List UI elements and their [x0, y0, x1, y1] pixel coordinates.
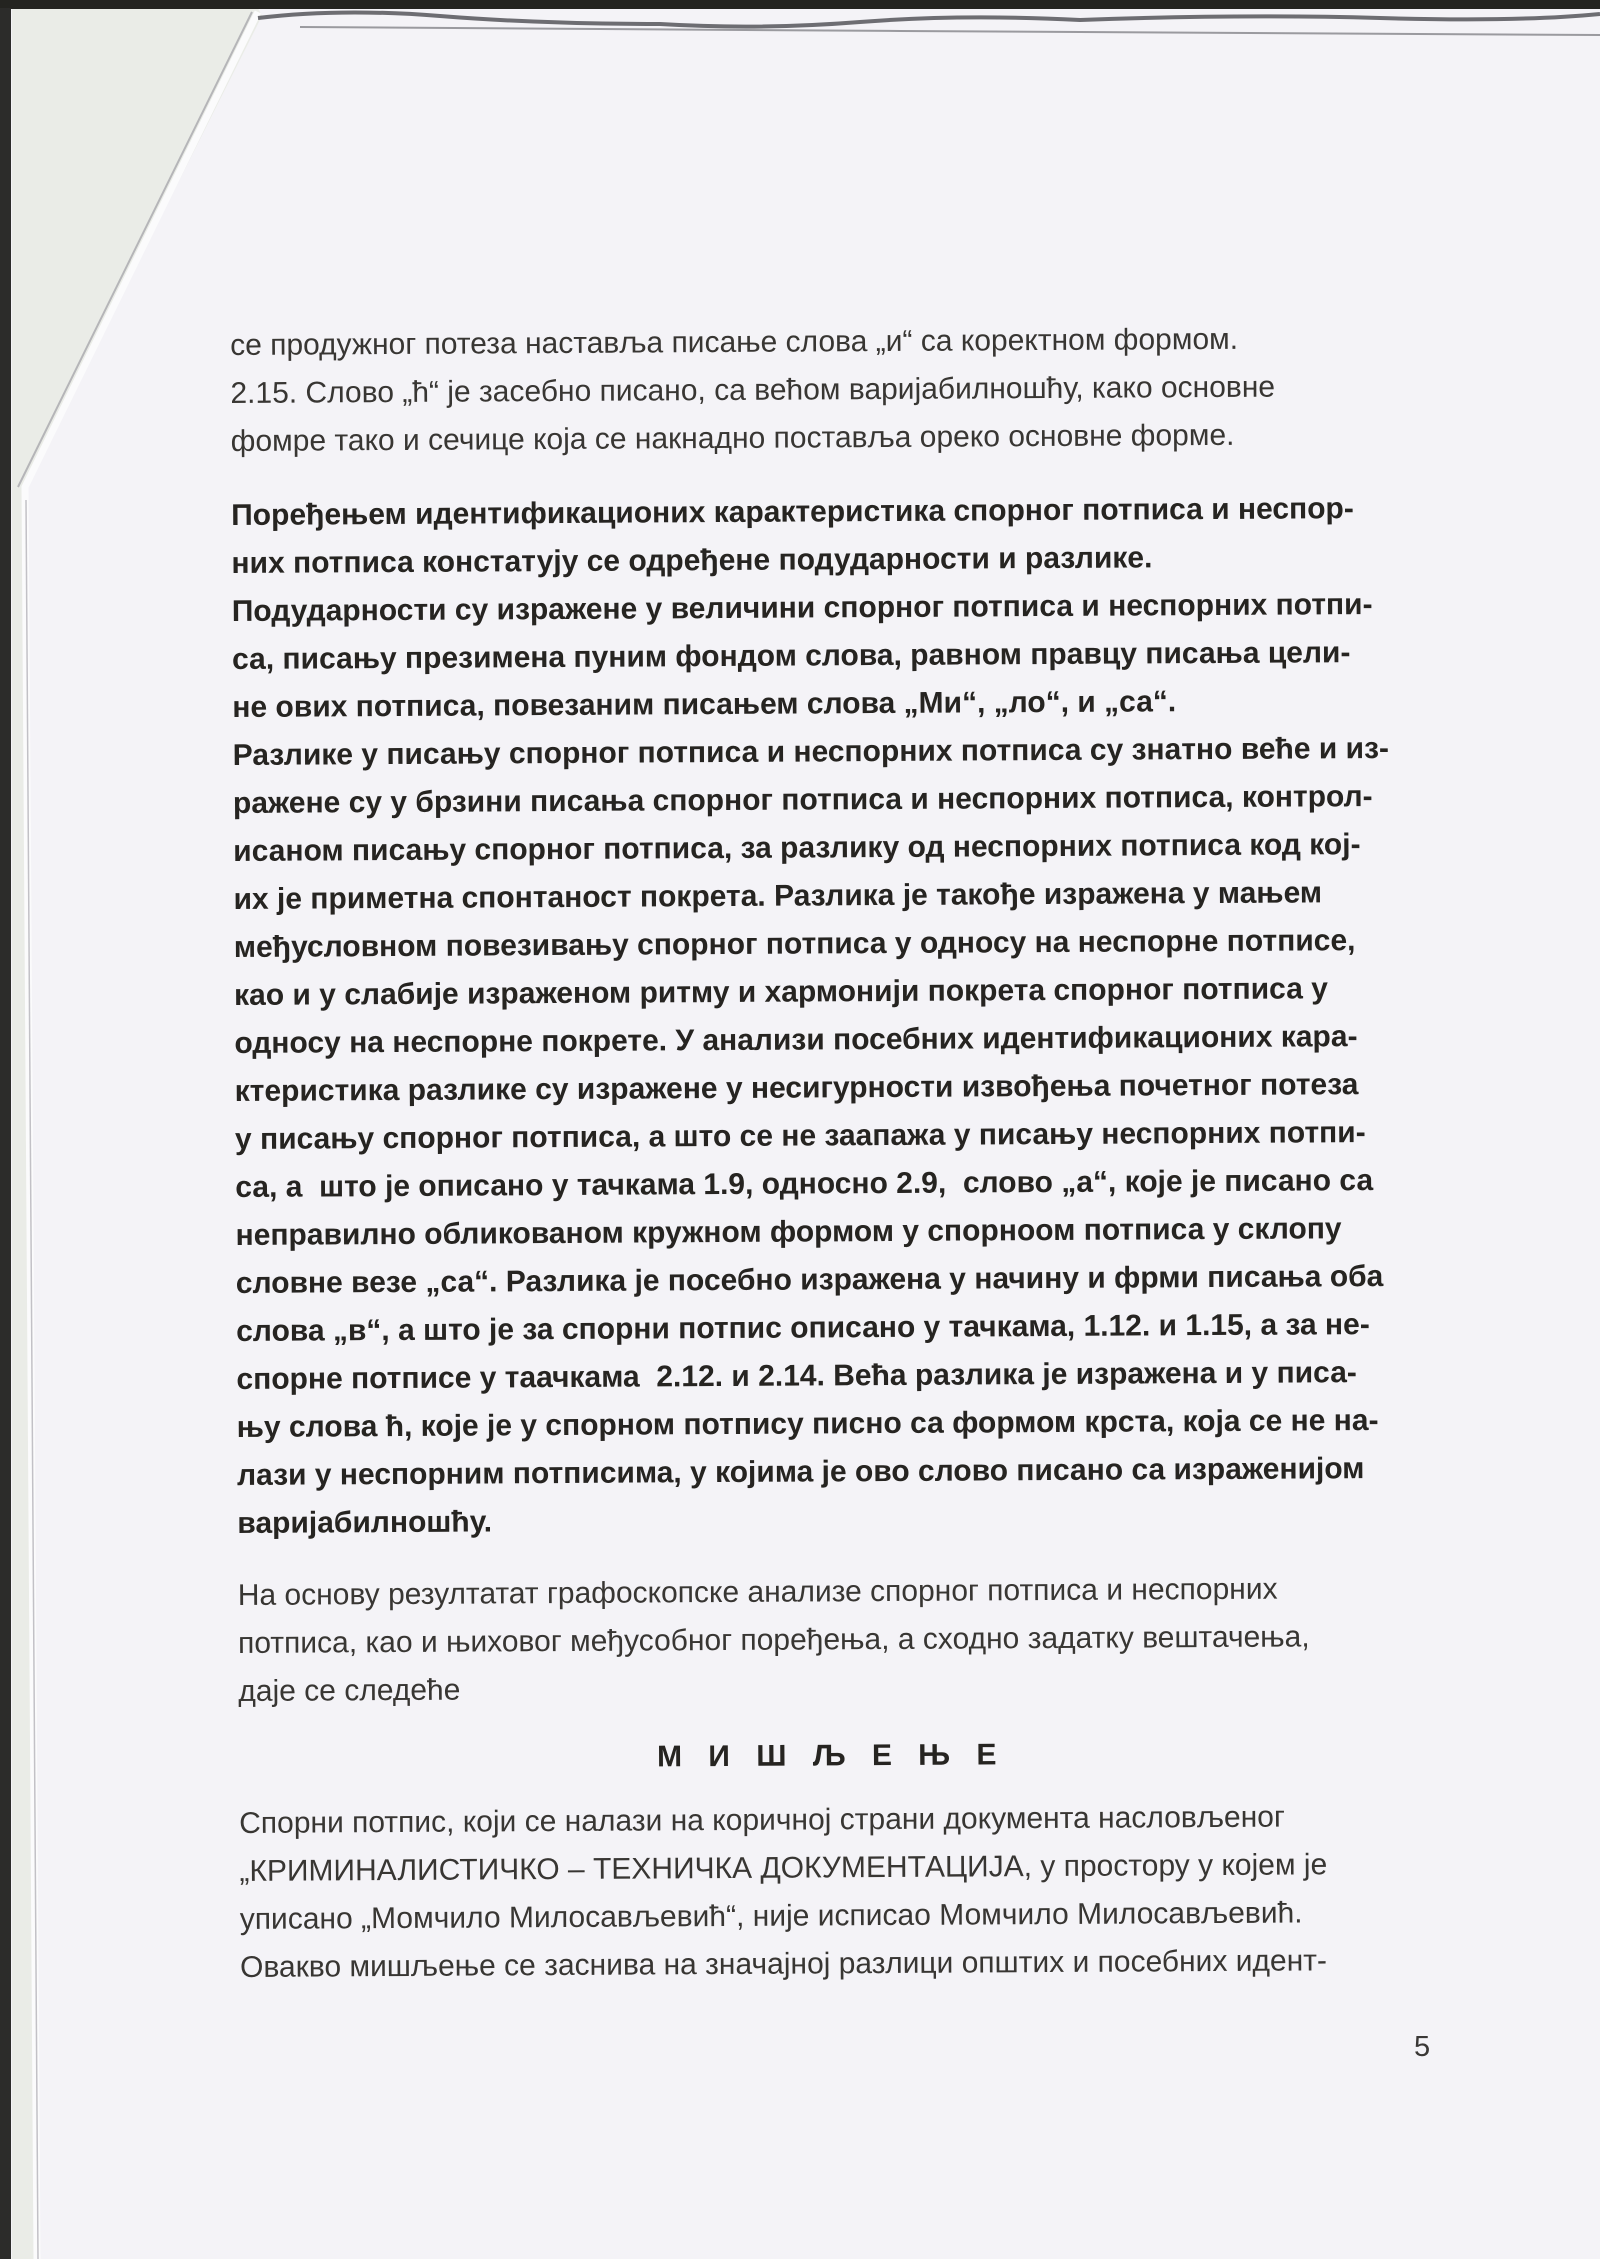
text-line: „КРИМИНАЛИСТИЧКО – ТЕХНИЧКА ДОКУМЕНТАЦИЈА, у простору у којем је — [239, 1848, 1328, 1888]
text-line: се продужног потеза наставља писање слова „и“ са коректном формом. — [230, 322, 1239, 362]
text-line: слова „в“, а што је за спорни потпис описано у тачкама, 1.12. и 1.15, а за не- — [236, 1308, 1370, 1348]
text-line: њу слова ћ, које је у спорном потпису писно са формом крста, која се не на- — [236, 1404, 1379, 1444]
text-line: као и у слабије израженом ритму и хармонији покрета спорног потписа у — [234, 972, 1328, 1012]
text-line: међусловном повезивању спорног потписа у односу на неспорне потписе, — [233, 924, 1356, 964]
text-line: 2.15. Слово „ћ“ је засебно писано, са већом варијабилношћу, како основне — [230, 370, 1276, 410]
paragraph — [238, 1565, 1424, 1716]
document-text — [230, 315, 1425, 1992]
page-number: 5 — [1414, 2031, 1431, 2063]
text-line: их је приметна спонтаност покрета. Разлика је такође изражена у мањем — [233, 876, 1323, 916]
text-line: Подударности су изражене у величини спорног потписа и неспорних потпи- — [231, 588, 1373, 628]
text-line: са, а што је описано у тачкама 1.9, односно 2.9, слово „а“, које је писано са — [235, 1164, 1374, 1204]
text-line: Спорни потпис, који се налази на коричној страни документа насловљеног — [239, 1800, 1285, 1840]
text-line: Овакво мишљење се заснива на значајној разлици општих и посебних идент- — [239, 1944, 1328, 1984]
paragraph — [239, 1793, 1425, 1992]
scanner-edge-left — [0, 8, 11, 2259]
text-line: уписано „Момчило Милосављевић“, није исписао Момчило Милосављевић. — [239, 1896, 1303, 1936]
scanner-edge-top — [0, 0, 1600, 9]
text-line: исаном писању спорног потписа, за разлику од неспорних потписа код кој- — [233, 828, 1361, 868]
paragraph — [231, 485, 1422, 1548]
text-line: ражене су у брзини писања спорног потписа и неспорних потписа, контрол- — [232, 780, 1373, 820]
text-line: М И Ш Љ Е Њ Е — [656, 1738, 1006, 1774]
top-edge-hairline — [300, 27, 1600, 35]
text-line: потписа, као и њиховог међусобног поређења, а сходно задатку вештачења, — [237, 1620, 1310, 1660]
text-line: лази у неспорним потписима, у којима је ово слово писано са израженијом — [236, 1452, 1365, 1492]
text-line: не ових потписа, повезаним писањем слова „Ми“, „ло“, и „са“. — [232, 685, 1177, 724]
text-line: даје се следеће — [238, 1673, 461, 1708]
text-line: фомре тако и сечице која се накнадно поставља ореко основне форме. — [230, 418, 1235, 458]
text-line: односу на неспорне покрете. У анализи посебних идентификационих кара- — [234, 1020, 1358, 1060]
text-line: словне везе „са“. Разлика је посебно изражена у начину и фрми писања оба — [235, 1259, 1384, 1300]
text-line: ктеристика разлике су изражене у несигурности извођења почетног потеза — [234, 1068, 1359, 1108]
text-line: Поређењем идентификационих карактеристика спорног потписа и неспор- — [231, 492, 1354, 532]
text-line: у писању спорног потписа, а што се не заапажа у писању неспорних потпи- — [234, 1116, 1366, 1156]
text-line: неправилно обликованом кружном формом у спорноом потписа у склопу — [235, 1212, 1342, 1252]
paragraph — [230, 315, 1416, 466]
text-line: Разлике у писању спорног потписа и неспорних потписа су знатно веће и из- — [232, 731, 1390, 772]
text-line: спорне потписе у таачкама 2.12. и 2.14. Већа разлика је изражена и у писа- — [236, 1356, 1357, 1396]
underlay-sheet-triangle — [12, 8, 262, 2259]
text-line: варијабилношћу. — [237, 1505, 493, 1540]
text-line: них потписа констатују се одређене подударности и разлике. — [231, 541, 1153, 580]
opinion-heading — [239, 1729, 1424, 1784]
torn-top-edge — [258, 12, 1600, 26]
text-line: са, писању презимена пуним фондом слова, равном правцу писања цели- — [231, 636, 1351, 676]
text-line: На основу резултатат графоскопске анализе спорног потписа и неспорних — [237, 1572, 1278, 1612]
